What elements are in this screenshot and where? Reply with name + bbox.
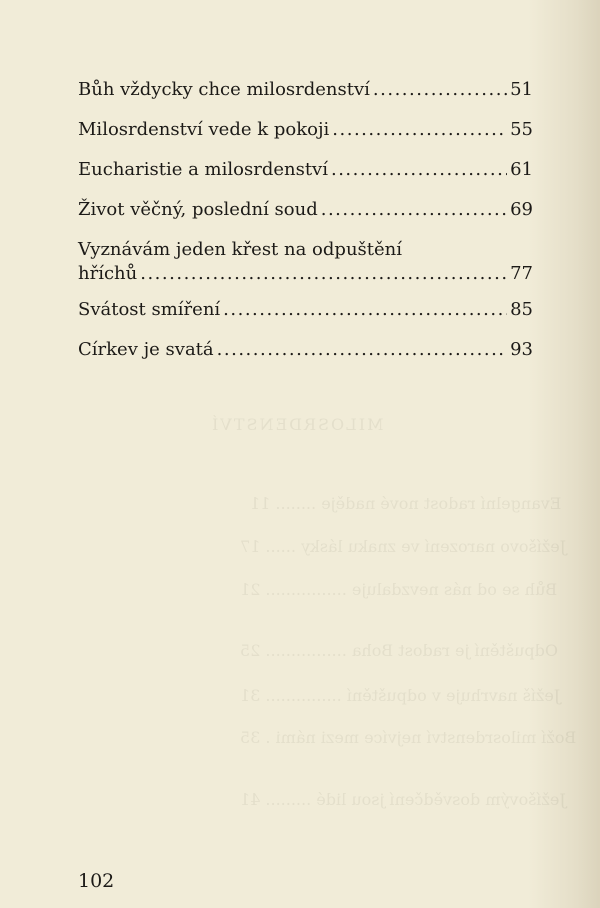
toc-entry[interactable] <box>78 158 533 198</box>
dot-leader <box>217 338 507 362</box>
toc-entry-page: 69 <box>510 199 533 220</box>
toc-entry[interactable] <box>78 118 533 158</box>
toc-entry-title: Církev je svatá <box>78 339 214 360</box>
toc-entry[interactable] <box>78 298 533 338</box>
dot-leader <box>332 118 507 142</box>
table-of-contents <box>78 78 533 378</box>
toc-entry-title: Svátost smíření <box>78 299 221 320</box>
toc-entry-page: 55 <box>510 119 533 140</box>
dot-leader <box>140 262 507 286</box>
toc-entry-page: 93 <box>510 339 533 360</box>
dot-leader <box>223 298 507 322</box>
toc-entry-title: Bůh vždycky chce milosrdenství <box>78 79 370 100</box>
toc-entry[interactable] <box>78 238 533 286</box>
dot-leader <box>331 158 507 182</box>
page-number: 102 <box>78 870 115 892</box>
bleed-through-text: MILOSRDENSTVÍ Evangelní radost nové naděje ........ 11 Ježíšovo narození ve znaku lásky ...... 17 Bůh se od nás nevzdaluje ................ 21 Odpuštění je radost Boha ................ 25 Ježíš navrhuje v odpuštění ............... 31 Boží milosrdenství nejvíce mezi námi . 35 Ježíšovým dosvědčení jsou lidé ......... 41 <box>210 415 577 809</box>
toc-entry-title: Eucharistie a milosrdenství <box>78 159 328 180</box>
dot-leader <box>373 78 507 102</box>
toc-entry-title: Život věčný, poslední soud <box>78 199 318 220</box>
toc-entry-title-line-2: hříchů <box>78 263 138 284</box>
toc-entry-page: 77 <box>510 263 533 284</box>
toc-entry-title: Milosrdenství vede k pokoji <box>78 119 330 140</box>
toc-entry[interactable] <box>78 338 533 378</box>
toc-entry-page: 51 <box>510 79 533 100</box>
toc-entry[interactable] <box>78 198 533 238</box>
toc-entry[interactable] <box>78 78 533 118</box>
dot-leader <box>321 198 507 222</box>
toc-entry-page: 61 <box>510 159 533 180</box>
toc-entry-page: 85 <box>510 299 533 320</box>
toc-entry-title-line-1: Vyznávám jeden křest na odpuštění <box>78 239 403 260</box>
